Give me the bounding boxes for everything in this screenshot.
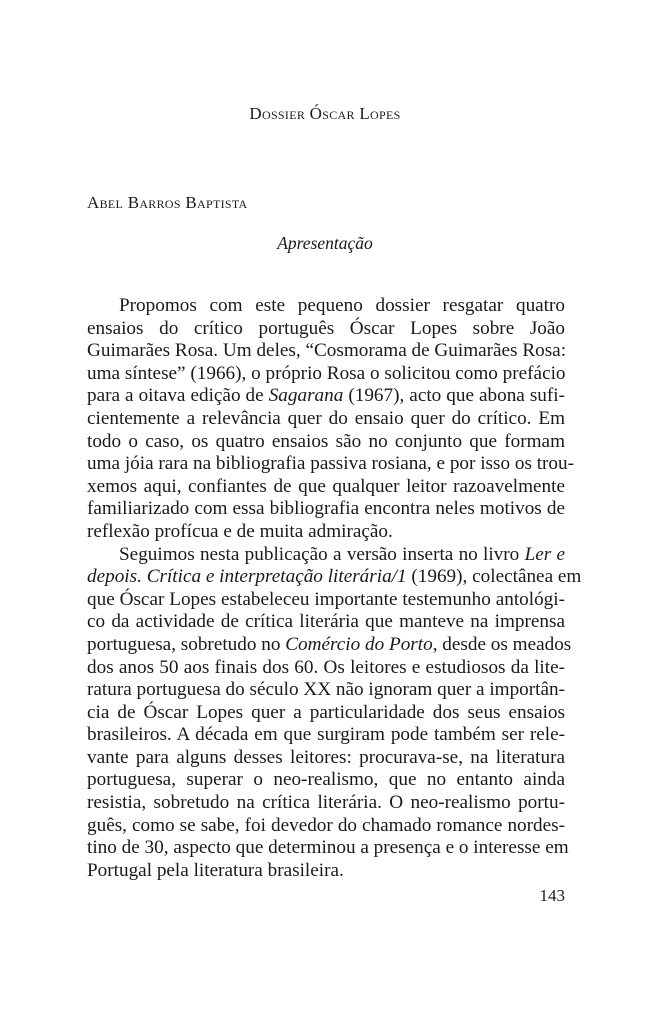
text-line: cientemente a relevância quer do ensaio quer do crítico. Em [87,407,565,429]
text-line: co da actividade de crítica literária que manteve na imprensa [87,611,565,633]
body-text [87,295,582,882]
text-line: que Óscar Lopes estabeleceu importante testemunho antológi- [87,588,565,610]
text-line: cia de Óscar Lopes quer a particularidade dos seus ensaios [87,701,565,723]
text-line: tino de 30, aspecto que determinou a presença e o interesse em [87,837,569,859]
running-head: Dossier Óscar Lopes [249,104,401,123]
text-line: xemos aqui, confiantes de que qualquer leitor razoavelmente [87,475,565,497]
text-line: portuguesa, sobretudo no Comércio do Porto, desde os meados [87,633,572,655]
text-line: Propomos com este pequeno dossier resgatar quatro [119,295,565,316]
text-line: resistia, sobretudo na crítica literária. O neo-realismo portu- [87,792,565,814]
text-line: Portugal pela literatura brasileira. [87,859,344,881]
text-line: uma síntese” (1966), o próprio Rosa o solicitou como prefácio [87,362,566,384]
paragraph [87,543,582,883]
text-line: guês, como se sabe, foi devedor do chamado romance nordes- [87,814,565,836]
page-number: 143 [539,886,565,905]
text-line: Seguimos nesta publicação a versão inserta no livro Ler e [119,543,566,565]
text-line: brasileiros. A década em que surgiram pode também ser rele- [87,724,565,746]
text-line: ensaios do crítico português Óscar Lopes sobre João [87,317,565,339]
text-line: vante para alguns desses leitores: procurava-se, na literatura [87,746,565,768]
text-line: depois. Crítica e interpretação literária/1 (1969), colectânea em [87,566,582,588]
text-line: ratura portuguesa do século XX não ignoram quer a importân- [87,679,565,701]
text-line: reflexão profícua e de muita admiração. [87,520,393,542]
text-line: dos anos 50 aos finais dos 60. Os leitores e estudiosos da lite- [87,656,565,678]
text-line: para a oitava edição de Sagarana (1967), acto que abona sufi- [87,385,565,407]
article-title: Apresentação [277,233,373,253]
author-name: Abel Barros Baptista [87,193,248,212]
text-line: uma jóia rara na bibliografia passiva rosiana, e por isso os trou- [87,453,575,475]
paragraph [87,295,575,544]
text-line: todo o caso, os quatro ensaios são no conjunto que formam [87,430,565,452]
text-line: familiarizado com essa bibliografia encontra neles motivos de [87,498,565,520]
text-line: portuguesa, superar o neo-realismo, que no entanto ainda [87,769,565,791]
text-line: Guimarães Rosa. Um deles, “Cosmorama de Guimarães Rosa: [87,340,567,362]
